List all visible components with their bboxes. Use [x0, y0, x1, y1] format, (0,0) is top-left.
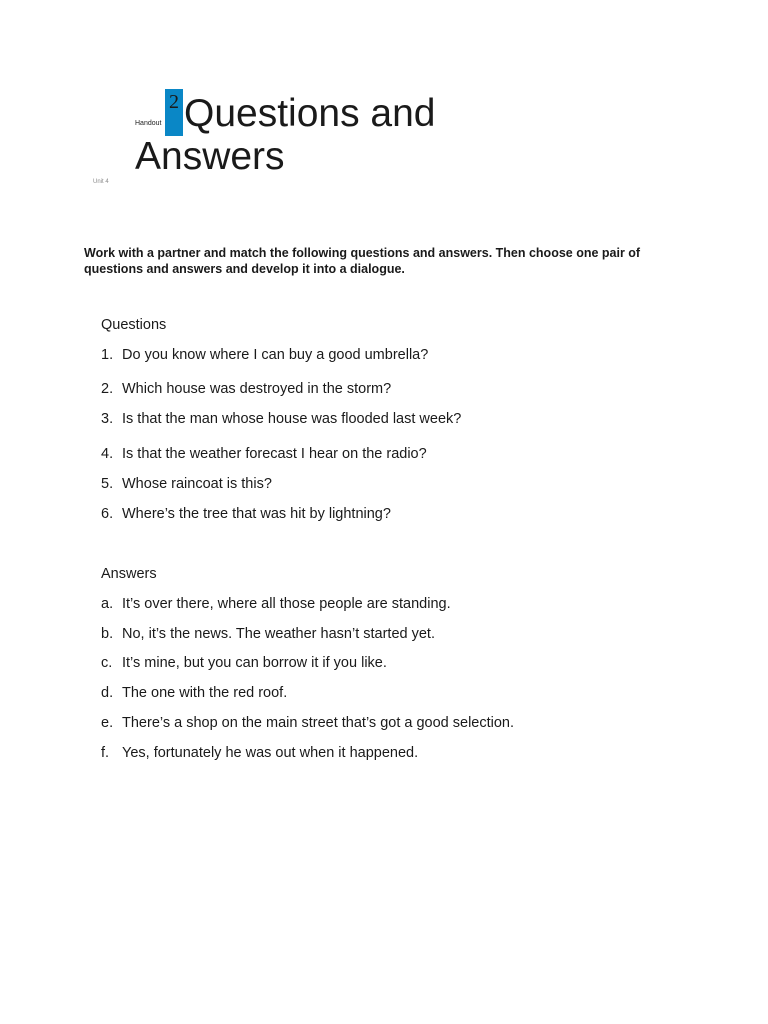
list-marker: c. [101, 655, 113, 671]
question-item [101, 445, 427, 463]
answer-item [101, 654, 387, 672]
question-text: Which house was destroyed in the storm? [122, 381, 392, 397]
question-text: Is that the man whose house was flooded last week? [122, 411, 462, 427]
answer-item [101, 714, 514, 732]
instructions-text: Work with a partner and match the following questions and answers. Then choose one pair of questions and answers and develop it into a dialogue. [84, 246, 641, 276]
page-title: Questions and Answers [135, 92, 436, 178]
list-marker: f. [101, 745, 110, 761]
questions-heading: Questions [101, 317, 167, 333]
question-item [101, 505, 391, 523]
question-item [101, 380, 391, 398]
answer-text: It’s over there, where all those people are standing. [122, 596, 451, 612]
question-text: Where’s the tree that was hit by lightning? [122, 506, 391, 522]
answer-item [101, 595, 451, 613]
list-marker: 1. [101, 347, 114, 363]
answer-item [101, 625, 435, 643]
question-text: Whose raincoat is this? [122, 476, 272, 492]
list-marker: 5. [101, 476, 114, 492]
question-text: Do you know where I can buy a good umbrella? [122, 347, 429, 363]
list-marker: e. [101, 715, 114, 731]
handout-label: Handout [135, 120, 162, 127]
handout-number-badge: 2 [165, 89, 183, 136]
list-marker: 4. [101, 446, 114, 462]
answers-heading: Answers [101, 566, 157, 582]
answer-text: Yes, fortunately he was out when it happened. [122, 745, 419, 761]
question-item [101, 346, 428, 364]
list-marker: b. [101, 626, 114, 642]
unit-label: Unit 4 [93, 179, 109, 185]
answer-item [101, 684, 287, 702]
answer-text: There’s a shop on the main street that’s got a good selection. [122, 715, 515, 731]
list-marker: d. [101, 685, 114, 701]
question-item [101, 410, 461, 428]
list-marker: 3. [101, 411, 114, 427]
question-text: Is that the weather forecast I hear on the radio? [122, 446, 427, 462]
question-item [101, 475, 272, 493]
answer-text: The one with the red roof. [122, 685, 288, 701]
answer-text: It’s mine, but you can borrow it if you like. [122, 655, 387, 671]
answer-item [101, 744, 418, 762]
list-marker: 6. [101, 506, 114, 522]
answer-text: No, it’s the news. The weather hasn’t started yet. [122, 626, 435, 642]
list-marker: a. [101, 596, 114, 612]
list-marker: 2. [101, 381, 114, 397]
